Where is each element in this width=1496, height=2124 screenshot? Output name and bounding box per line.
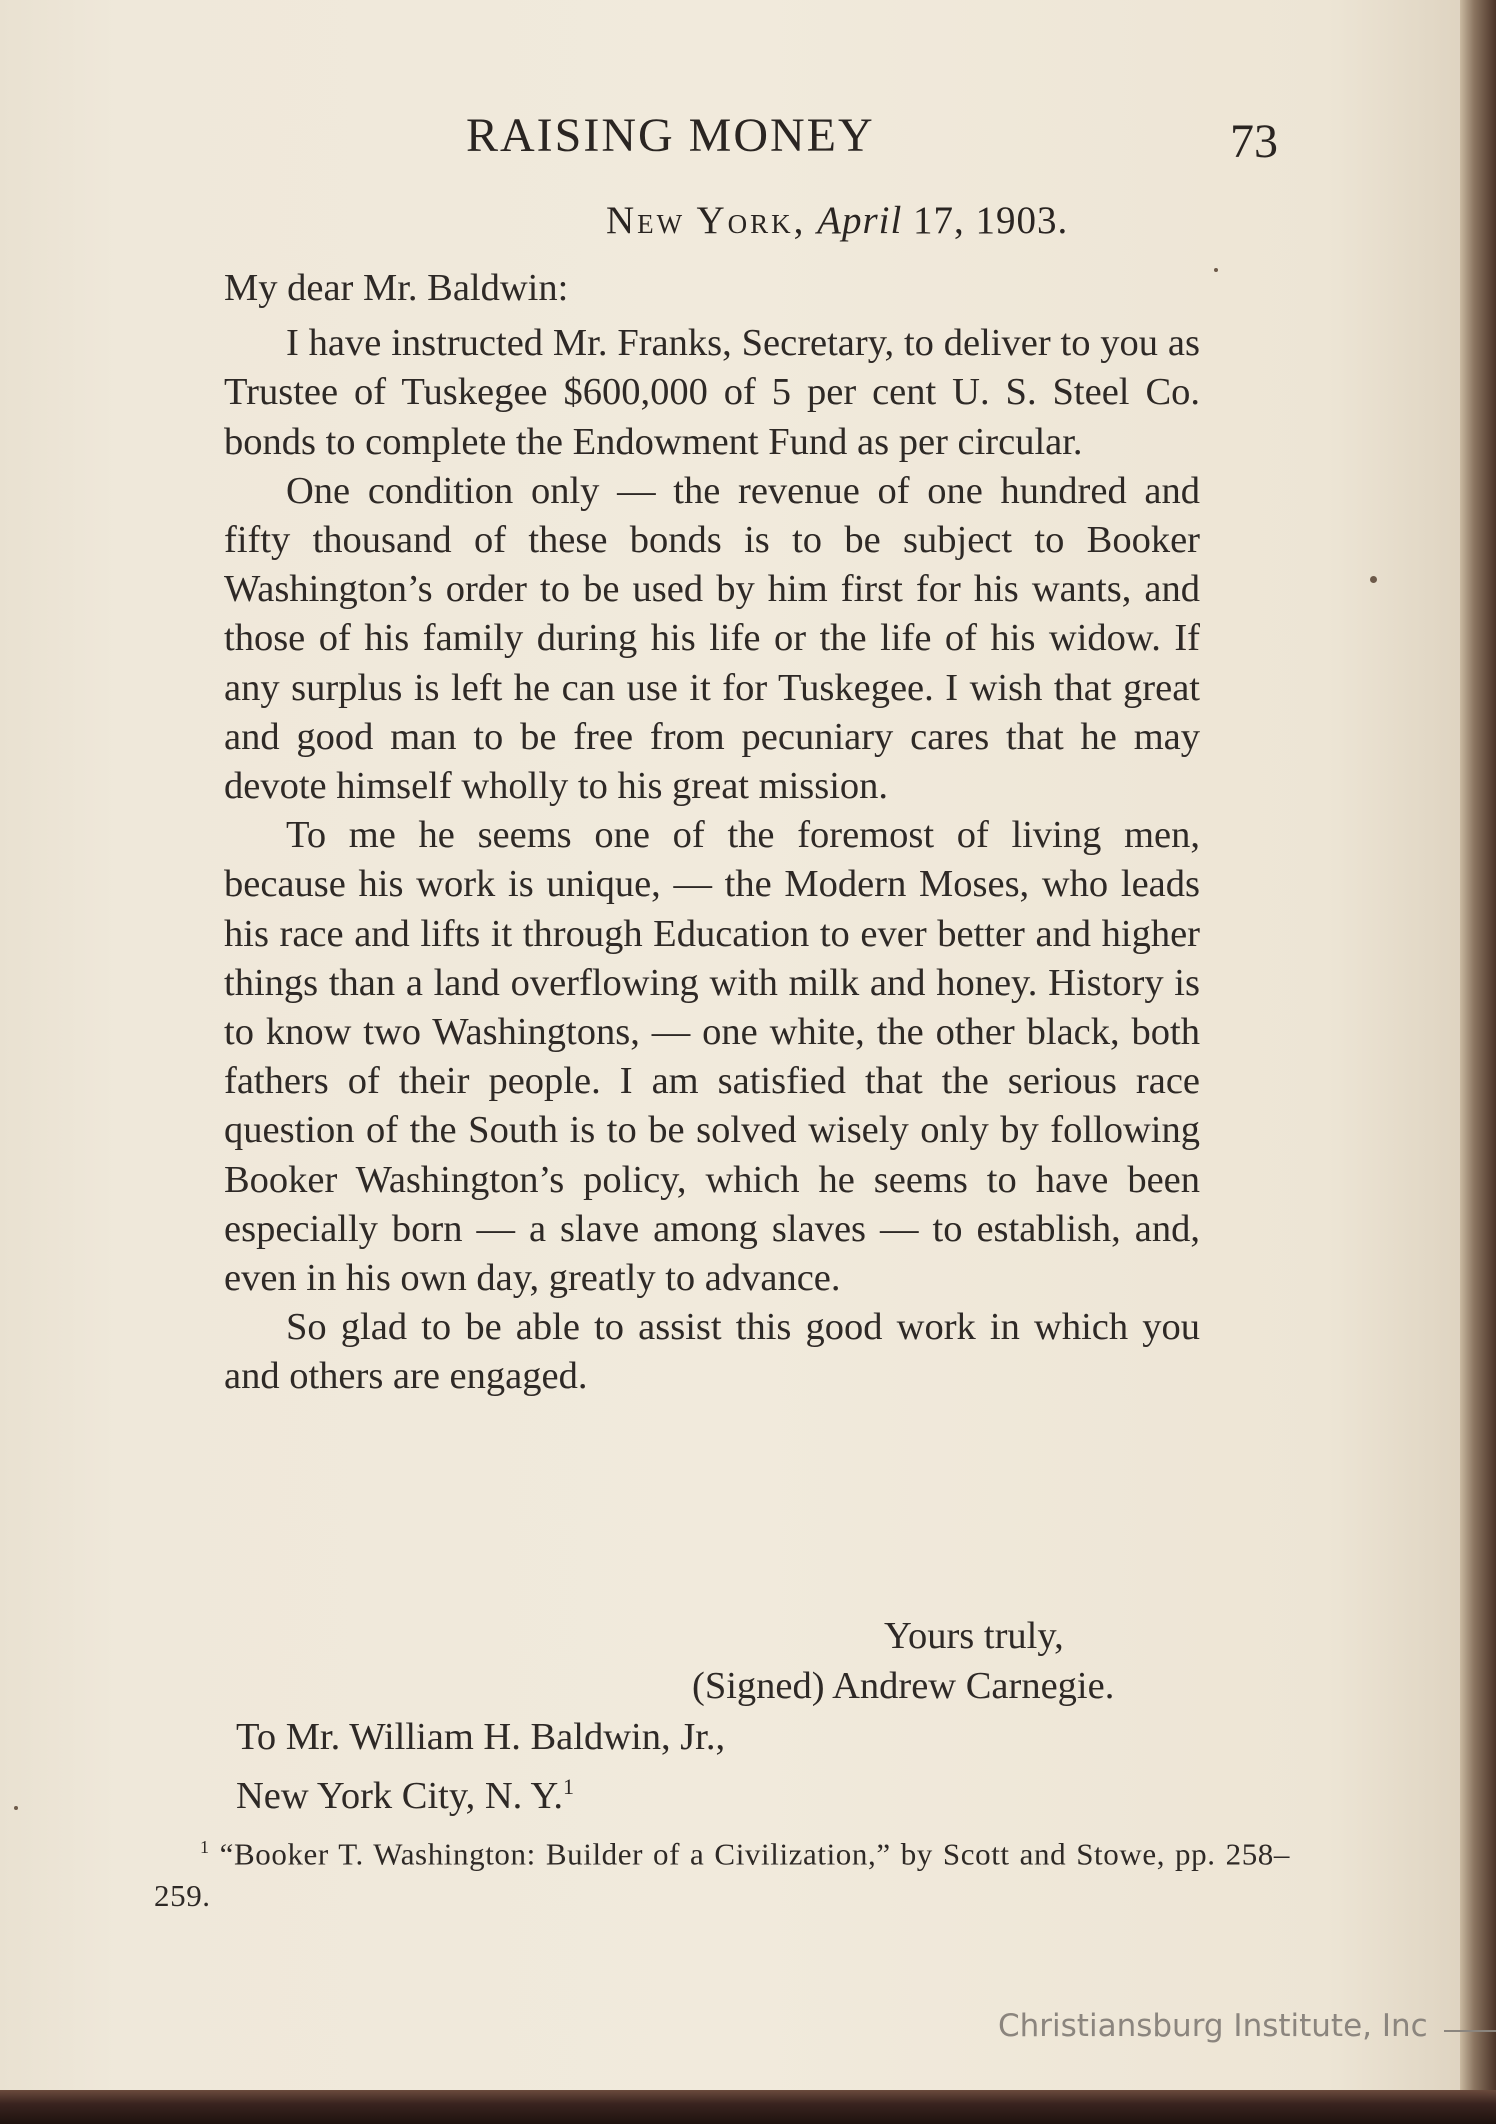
letter-paragraph: So glad to be able to assist this good work in which you and others are engaged. <box>224 1306 1200 1398</box>
footnote-marker: 1 <box>200 1837 210 1857</box>
letter-paragraph: I have instructed Mr. Franks, Secretary, to deliver to you as Trustee of Tuskegee $600,000 of 5 per cent U. S. Steel Co. bonds to complete the Endowment Fund as per circular. <box>224 322 1200 463</box>
letter-paragraph: One condition only — the revenue of one hundred and fifty thousand of these bonds is to be subject to Booker Washington’s order to be used by him first for his wants, and those of his family during his life or the life of his widow. If any surplus is left he can use it for Tuskegee. I wish that great and good man to be free from pecuniary cares that he may devote himself wholly to his great mission. <box>224 469 1200 808</box>
signature-text: (Signed) Andrew Carnegie. <box>692 1665 1115 1707</box>
footnote-reference: 1 <box>562 1774 574 1799</box>
paper-speck <box>14 1806 18 1810</box>
dateline-place: New York, <box>606 199 807 242</box>
watermark-rule <box>1444 2030 1496 2032</box>
paper-speck <box>1370 576 1377 583</box>
addressee-line-2 <box>236 1762 725 1821</box>
running-title: RAISING MONEY <box>466 109 875 162</box>
book-spine-edge <box>1460 0 1496 2124</box>
dateline-month: April <box>817 199 903 242</box>
closing-text: Yours truly, <box>884 1615 1064 1657</box>
book-bottom-edge <box>0 2090 1496 2124</box>
addressee-city: New York City, N. Y. <box>236 1774 563 1817</box>
dateline-day-year: 17, 1903. <box>902 199 1069 242</box>
letter-addressee <box>236 1712 725 1821</box>
letter-paragraph: To me he seems one of the foremost of living men, because his work is unique, — the Modern Moses, who leads his race and lifts it through Education to ever better and higher things than a land overflowing with milk and honey. History is to know two Washingtons, — one white, the other black, both fathers of their people. I am satisfied that the serious race question of the South is to be solved wisely only by following Booker Washington’s policy, which he seems to have been especially born — a slave among slaves — to establish, and, even in his own day, greatly to advance. <box>224 814 1200 1300</box>
page-number: 73 <box>1230 115 1278 168</box>
footnote <box>154 1826 1290 1917</box>
letter-salutation: My dear Mr. Baldwin: <box>224 267 569 309</box>
watermark: Christiansburg Institute, Inc <box>998 2008 1428 2044</box>
addressee-line-1: To Mr. William H. Baldwin, Jr., <box>236 1716 726 1758</box>
letter-dateline <box>606 198 1068 243</box>
footnote-text: “Booker T. Washington: Builder of a Civilization,” by Scott and Stowe, pp. 258–259. <box>154 1836 1290 1914</box>
paper-speck <box>1214 268 1218 272</box>
letter-body <box>224 264 1200 1402</box>
page-header <box>0 108 1476 168</box>
